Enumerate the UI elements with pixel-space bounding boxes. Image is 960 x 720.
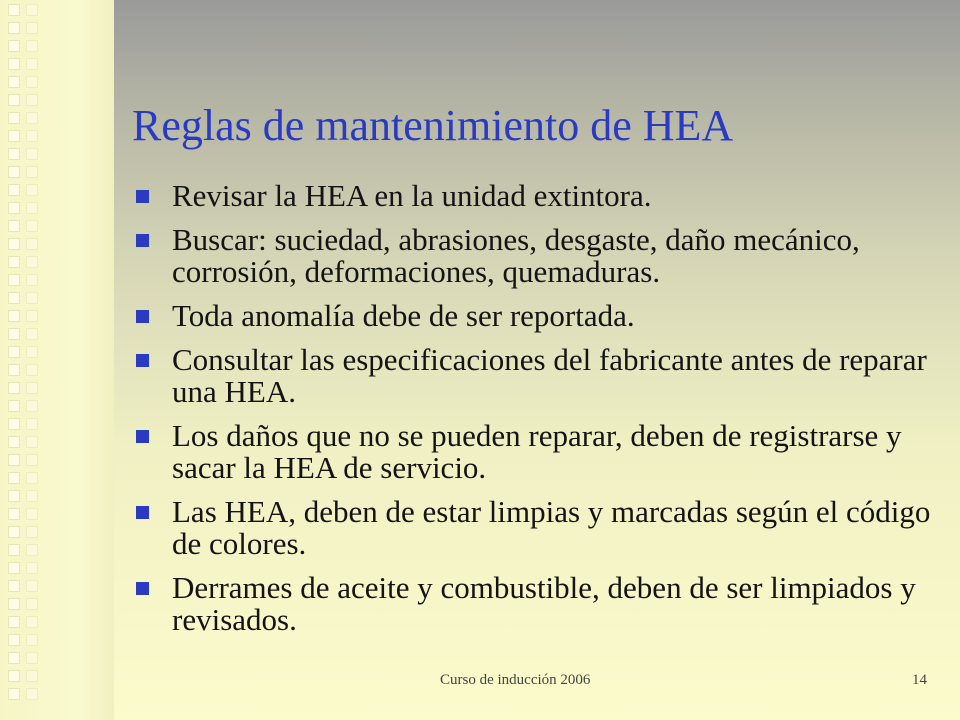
decorative-square [26,220,38,232]
bullet-text: Derrames de aceite y combustible, deben de ser limpiados y revisados. [172,570,916,637]
decorative-square [8,436,20,448]
decorative-square [26,688,38,700]
decorative-square [8,688,20,700]
decorative-square [8,112,20,124]
decorative-square [8,364,20,376]
decorative-square [8,4,20,16]
bullet-text: Consultar las especificaciones del fabricante antes de reparar una HEA. [172,342,927,409]
bullet-text: Las HEA, deben de estar limpias y marcadas según el código de colores. [172,494,931,561]
decorative-square [8,544,20,556]
square-bullet-icon [136,354,149,367]
decorative-square [26,400,38,412]
bullet-text: Buscar: suciedad, abrasiones, desgaste, daño mecánico, corrosión, deformaciones, quemaduras. [172,222,860,289]
decorative-square [26,562,38,574]
decorative-square [8,526,20,538]
decorative-square [26,652,38,664]
decorative-square [8,652,20,664]
decorative-square [26,364,38,376]
decorative-square [8,238,20,250]
decorative-square [8,580,20,592]
decorative-square [8,454,20,466]
decorative-square [26,94,38,106]
bullet-text: Los daños que no se pueden reparar, deben de registrarse y sacar la HEA de servicio. [172,418,902,485]
square-bullet-icon [136,234,149,247]
decorative-square [26,598,38,610]
decorative-square [8,256,20,268]
decorative-square [26,292,38,304]
decorative-square [8,418,20,430]
decorative-square [8,508,20,520]
decorative-square [26,616,38,628]
decorative-square [26,130,38,142]
decorative-square [8,598,20,610]
decorative-square [26,526,38,538]
decorative-square [8,382,20,394]
decorative-square [8,220,20,232]
decorative-square [26,112,38,124]
decorative-square [8,148,20,160]
decorative-square [26,184,38,196]
footer-course-name: Curso de inducción 2006 [440,672,591,688]
decorative-square [26,256,38,268]
bullet-item [132,344,932,408]
bullet-item [132,180,932,212]
decorative-square [26,310,38,322]
decorative-square [26,454,38,466]
decorative-square [8,166,20,178]
decorative-square [26,274,38,286]
bullet-text: Toda anomalía debe de ser reportada. [172,298,635,333]
decorative-square [8,94,20,106]
decorative-square [8,670,20,682]
decorative-square [26,328,38,340]
decorative-square [26,436,38,448]
bullet-item [132,572,932,636]
decorative-square [26,508,38,520]
decorative-square [8,400,20,412]
decorative-square-column [8,4,20,700]
square-bullet-icon [136,310,149,323]
decorative-square [8,292,20,304]
decorative-square [26,238,38,250]
decorative-square [8,472,20,484]
square-bullet-icon [136,506,149,519]
decorative-left-bar [0,0,114,720]
decorative-square [8,616,20,628]
decorative-square [26,490,38,502]
decorative-square [26,634,38,646]
decorative-square [26,472,38,484]
square-bullet-icon [136,190,149,203]
decorative-square [26,22,38,34]
page-number: 14 [912,672,927,688]
decorative-square [8,76,20,88]
decorative-square [8,634,20,646]
slide-title: Reglas de mantenimiento de HEA [132,101,734,150]
decorative-square [8,40,20,52]
decorative-square [8,310,20,322]
decorative-square [26,346,38,358]
square-bullet-icon [136,430,149,443]
decorative-square [8,58,20,70]
decorative-square [26,418,38,430]
decorative-square [8,346,20,358]
decorative-square [26,4,38,16]
decorative-square [26,382,38,394]
decorative-square [26,580,38,592]
bullet-item [132,420,932,484]
decorative-square [26,544,38,556]
decorative-square [8,328,20,340]
bullet-item [132,496,932,560]
bullet-text: Revisar la HEA en la unidad extintora. [172,178,652,213]
decorative-square [8,562,20,574]
decorative-square [8,130,20,142]
decorative-square [26,166,38,178]
bullet-item [132,224,932,288]
decorative-square [26,58,38,70]
bullet-item [132,300,932,332]
decorative-square-column [26,4,38,700]
decorative-square [8,274,20,286]
decorative-square [26,670,38,682]
decorative-square [8,22,20,34]
decorative-square [8,202,20,214]
square-bullet-icon [136,582,149,595]
bullet-list [132,180,932,648]
decorative-square [26,76,38,88]
decorative-square [26,148,38,160]
decorative-square [26,202,38,214]
decorative-square [26,40,38,52]
decorative-square [8,184,20,196]
decorative-square [8,490,20,502]
